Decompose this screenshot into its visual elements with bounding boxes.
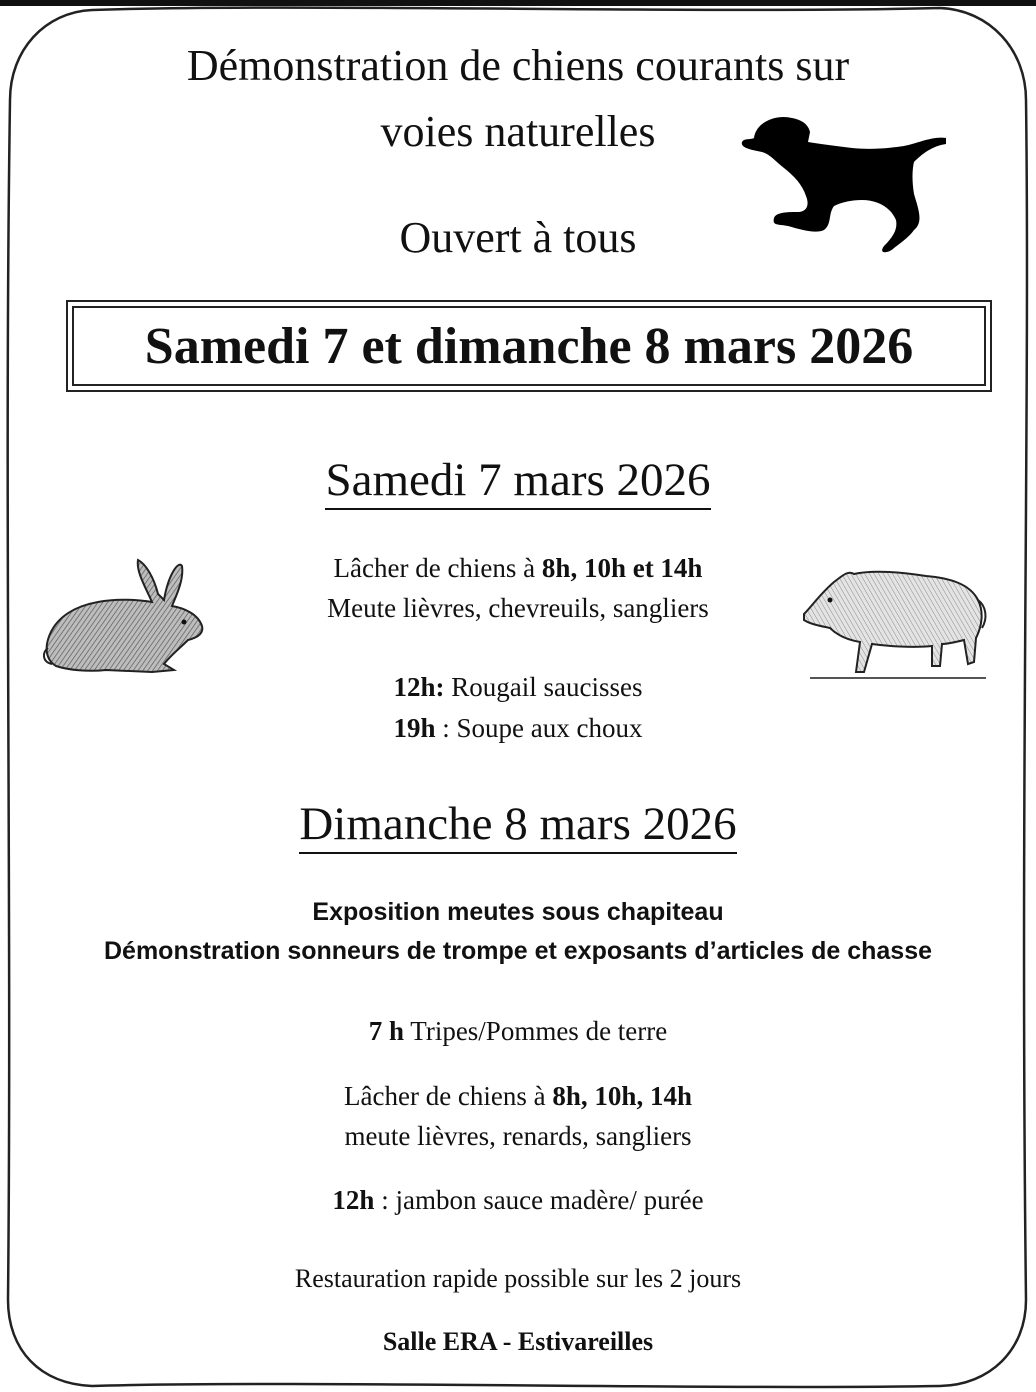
saturday-release-prefix: Lâcher de chiens à	[333, 553, 542, 583]
title-line-2: voies naturelles	[380, 107, 656, 156]
sunday-packs: meute lièvres, renards, sangliers	[344, 1121, 692, 1151]
wild-boar-illustration	[800, 566, 992, 686]
sunday-lunch	[0, 1180, 1036, 1220]
dog-silhouette-icon	[736, 108, 952, 260]
saturday-meal-1-text: Rougail saucisses	[444, 672, 643, 702]
sunday-release-line	[0, 1076, 1036, 1116]
sunday-heading-text: Dimanche 8 mars 2026	[299, 798, 736, 854]
saturday-meal-1-time: 12h:	[393, 672, 445, 702]
saturday-heading-text: Samedi 7 mars 2026	[325, 454, 710, 510]
saturday-packs: Meute lièvres, chevreuils, sangliers	[327, 593, 709, 623]
sunday-release-prefix: Lâcher de chiens à	[344, 1081, 553, 1111]
sunday-breakfast-time: 7 h	[368, 1016, 405, 1046]
sunday-release-times: 8h, 10h, 14h	[552, 1081, 692, 1111]
saturday-meal-2-text: : Soupe aux choux	[435, 713, 643, 743]
saturday-meal-2-time: 19h	[393, 713, 436, 743]
catering-note: Restauration rapide possible sur les 2 jours	[294, 1264, 742, 1293]
sunday-heading	[0, 796, 1036, 852]
saturday-release-times: 8h, 10h et 14h	[541, 553, 703, 583]
sunday-breakfast-text: Tripes/Pommes de terre	[404, 1016, 668, 1046]
sunday-breakfast	[0, 1011, 1036, 1051]
title-line-1: Démonstration de chiens courants sur	[186, 41, 850, 90]
sunday-lunch-time: 12h	[332, 1185, 375, 1215]
date-banner	[66, 300, 992, 392]
venue: Salle ERA - Estivareilles	[382, 1327, 654, 1356]
hare-illustration	[42, 556, 208, 674]
saturday-heading	[0, 452, 1036, 508]
sunday-lunch-text: : jambon sauce madère/ purée	[374, 1185, 704, 1215]
saturday-meal-2	[0, 708, 1036, 748]
date-banner-text: Samedi 7 et dimanche 8 mars 2026	[72, 306, 986, 386]
open-to-all: Ouvert à tous	[399, 213, 637, 262]
sunday-expo: Exposition meutes sous chapiteau	[312, 898, 724, 926]
sunday-demo: Démonstration sonneurs de trompe et exposants d’articles de chasse	[103, 937, 933, 965]
